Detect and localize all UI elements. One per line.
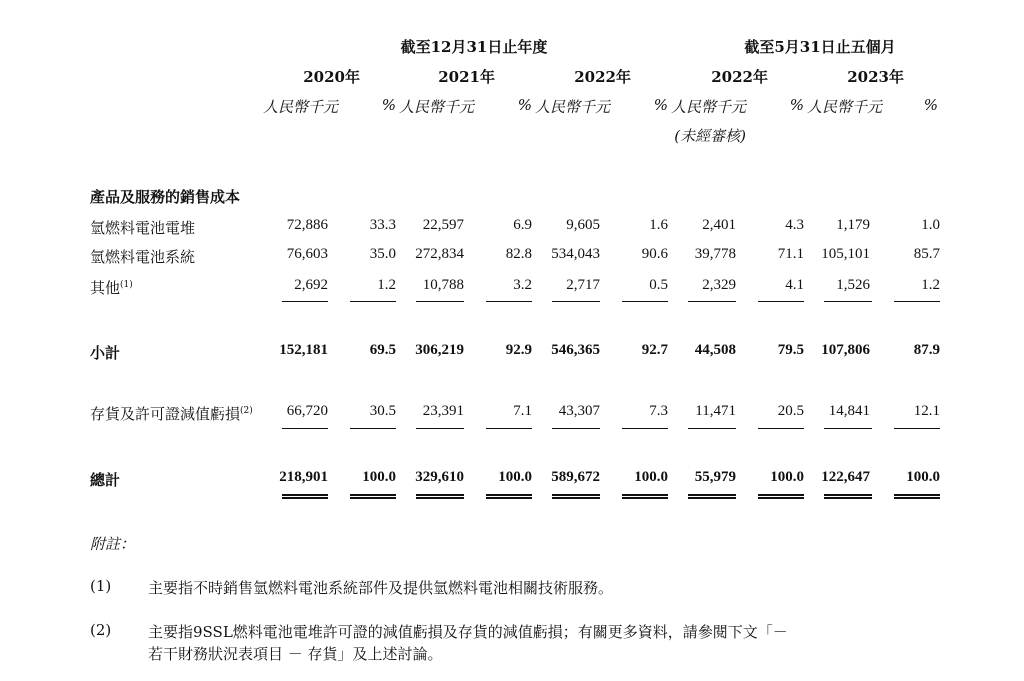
unaudited-label: (未經審核): [674, 127, 746, 145]
table-cell: 87.9: [913, 342, 940, 358]
total-rule: [688, 428, 736, 429]
table-cell: 0.5: [649, 277, 668, 293]
subtotal-rule: [622, 301, 668, 302]
table-cell: 306,219: [415, 342, 464, 358]
table-cell: 43,307: [558, 403, 600, 419]
table-cell: 100.0: [498, 469, 532, 485]
row-label: 氫燃料電池系統: [90, 248, 196, 266]
table-cell: 82.8: [505, 246, 532, 262]
table-cell: 1,526: [836, 277, 870, 293]
grand-total-double-rule: [350, 494, 396, 499]
table-cell: 4.3: [785, 217, 804, 233]
total-rule: [552, 428, 600, 429]
table-cell: 3.2: [513, 277, 532, 293]
subtotal-rule: [416, 301, 464, 302]
table-cell: 100.0: [362, 469, 396, 485]
table-cell: 152,181: [279, 342, 328, 358]
table-cell: 4.1: [785, 277, 804, 293]
table-cell: 9,605: [566, 217, 600, 233]
subtotal-rule: [486, 301, 532, 302]
table-cell: 105,101: [821, 246, 870, 262]
table-cell: 2,401: [702, 217, 736, 233]
note-marker: (1): [90, 577, 112, 595]
table-cell: 7.1: [513, 403, 532, 419]
table-cell: 12.1: [913, 403, 940, 419]
unit-header: 人民幣千元: [398, 98, 474, 116]
year-header-2020: 2020年: [303, 68, 360, 86]
table-cell: 14,841: [828, 403, 870, 419]
table-cell: 71.1: [777, 246, 804, 262]
table-cell: 1,179: [836, 217, 870, 233]
table-cell: 20.5: [777, 403, 804, 419]
total-rule: [894, 428, 940, 429]
table-cell: 30.5: [369, 403, 396, 419]
subtotal-rule: [552, 301, 600, 302]
table-cell: 218,901: [279, 469, 328, 485]
grand-total-double-rule: [894, 494, 940, 499]
grand-total-double-rule: [486, 494, 532, 499]
table-cell: 72,886: [286, 217, 328, 233]
total-rule: [622, 428, 668, 429]
table-cell: 55,979: [694, 469, 736, 485]
grand-total-double-rule: [824, 494, 872, 499]
subtotal-rule: [688, 301, 736, 302]
total-rule: [486, 428, 532, 429]
table-cell: 2,329: [702, 277, 736, 293]
footnote-ref: (2): [240, 406, 253, 416]
subtotal-rule: [282, 301, 328, 302]
year-header-2021: 2021年: [438, 68, 495, 86]
unit-header: 人民幣千元: [534, 98, 610, 116]
footnote-ref: (1): [120, 280, 133, 290]
table-cell: 11,471: [695, 403, 736, 419]
subtotal-rule: [350, 301, 396, 302]
table-cell: 1.2: [921, 277, 940, 293]
row-label-subtotal: 小計: [90, 344, 121, 362]
header-group-five-months: 截至5月31日止五個月: [744, 38, 896, 56]
note-text: 主要指9SSL燃料電池電堆許可證的減值虧損及存貨的減值虧損；有關更多資料，請參閱下文「－: [148, 623, 788, 641]
table-cell: 329,610: [415, 469, 464, 485]
table-cell: 92.9: [505, 342, 532, 358]
table-cell: 90.6: [641, 246, 668, 262]
table-cell: 2,692: [294, 277, 328, 293]
year-header-2023-five-months: 2023年: [847, 68, 904, 86]
total-rule: [824, 428, 872, 429]
pct-header: %: [789, 96, 804, 114]
table-cell: 85.7: [913, 246, 940, 262]
table-cell: 44,508: [694, 342, 736, 358]
table-cell: 66,720: [286, 403, 328, 419]
row-label-total: 總計: [90, 471, 121, 489]
table-cell: 1.6: [649, 217, 668, 233]
table-cell: 1.2: [377, 277, 396, 293]
total-rule: [416, 428, 464, 429]
pct-header: %: [923, 96, 938, 114]
table-cell: 39,778: [694, 246, 736, 262]
table-cell: 7.3: [649, 403, 668, 419]
grand-total-double-rule: [688, 494, 736, 499]
header-group-year: 截至12月31日止年度: [400, 38, 548, 56]
note-marker: (2): [90, 621, 112, 639]
total-rule: [758, 428, 804, 429]
table-cell: 589,672: [551, 469, 600, 485]
grand-total-double-rule: [758, 494, 804, 499]
table-cell: 35.0: [369, 246, 396, 262]
table-cell: 6.9: [513, 217, 532, 233]
table-cell: 79.5: [777, 342, 804, 358]
row-label: 存貨及許可證減值虧損$^{(2)}$: [90, 405, 253, 423]
table-cell: 33.3: [369, 217, 396, 233]
table-cell: 69.5: [369, 342, 396, 358]
table-cell: 122,647: [821, 469, 870, 485]
table-cell: 100.0: [770, 469, 804, 485]
notes-title: 附註：: [90, 535, 136, 553]
pct-header: %: [653, 96, 668, 114]
unit-header: 人民幣千元: [262, 98, 338, 116]
year-header-2022: 2022年: [574, 68, 631, 86]
pct-header: %: [381, 96, 396, 114]
grand-total-double-rule: [622, 494, 668, 499]
row-label: 其他$^{(1)}$: [90, 279, 133, 297]
table-cell: 23,391: [422, 403, 464, 419]
table-cell: 100.0: [906, 469, 940, 485]
table-cell: 534,043: [551, 246, 600, 262]
total-rule: [350, 428, 396, 429]
row-label: 氫燃料電池電堆: [90, 219, 196, 237]
subtotal-rule: [824, 301, 872, 302]
year-header-2022-five-months: 2022年: [711, 68, 768, 86]
note-text: 主要指不時銷售氫燃料電池系統部件及提供氫燃料電池相關技術服務。: [148, 579, 614, 597]
total-rule: [282, 428, 328, 429]
note-text: 若干財務狀況表項目 － 存貨」及上述討論。: [148, 645, 443, 663]
subtotal-rule: [894, 301, 940, 302]
grand-total-double-rule: [552, 494, 600, 499]
grand-total-double-rule: [282, 494, 328, 499]
table-cell: 10,788: [422, 277, 464, 293]
section-title: 產品及服務的銷售成本: [90, 188, 241, 206]
grand-total-double-rule: [416, 494, 464, 499]
table-cell: 1.0: [921, 217, 940, 233]
table-cell: 107,806: [821, 342, 870, 358]
table-cell: 22,597: [422, 217, 464, 233]
table-cell: 272,834: [415, 246, 464, 262]
table-cell: 76,603: [286, 246, 328, 262]
table-cell: 2,717: [566, 277, 600, 293]
table-cell: 100.0: [634, 469, 668, 485]
unit-header: 人民幣千元: [806, 98, 882, 116]
subtotal-rule: [758, 301, 804, 302]
table-cell: 546,365: [551, 342, 600, 358]
table-cell: 92.7: [641, 342, 668, 358]
unit-header: 人民幣千元: [670, 98, 746, 116]
pct-header: %: [517, 96, 532, 114]
